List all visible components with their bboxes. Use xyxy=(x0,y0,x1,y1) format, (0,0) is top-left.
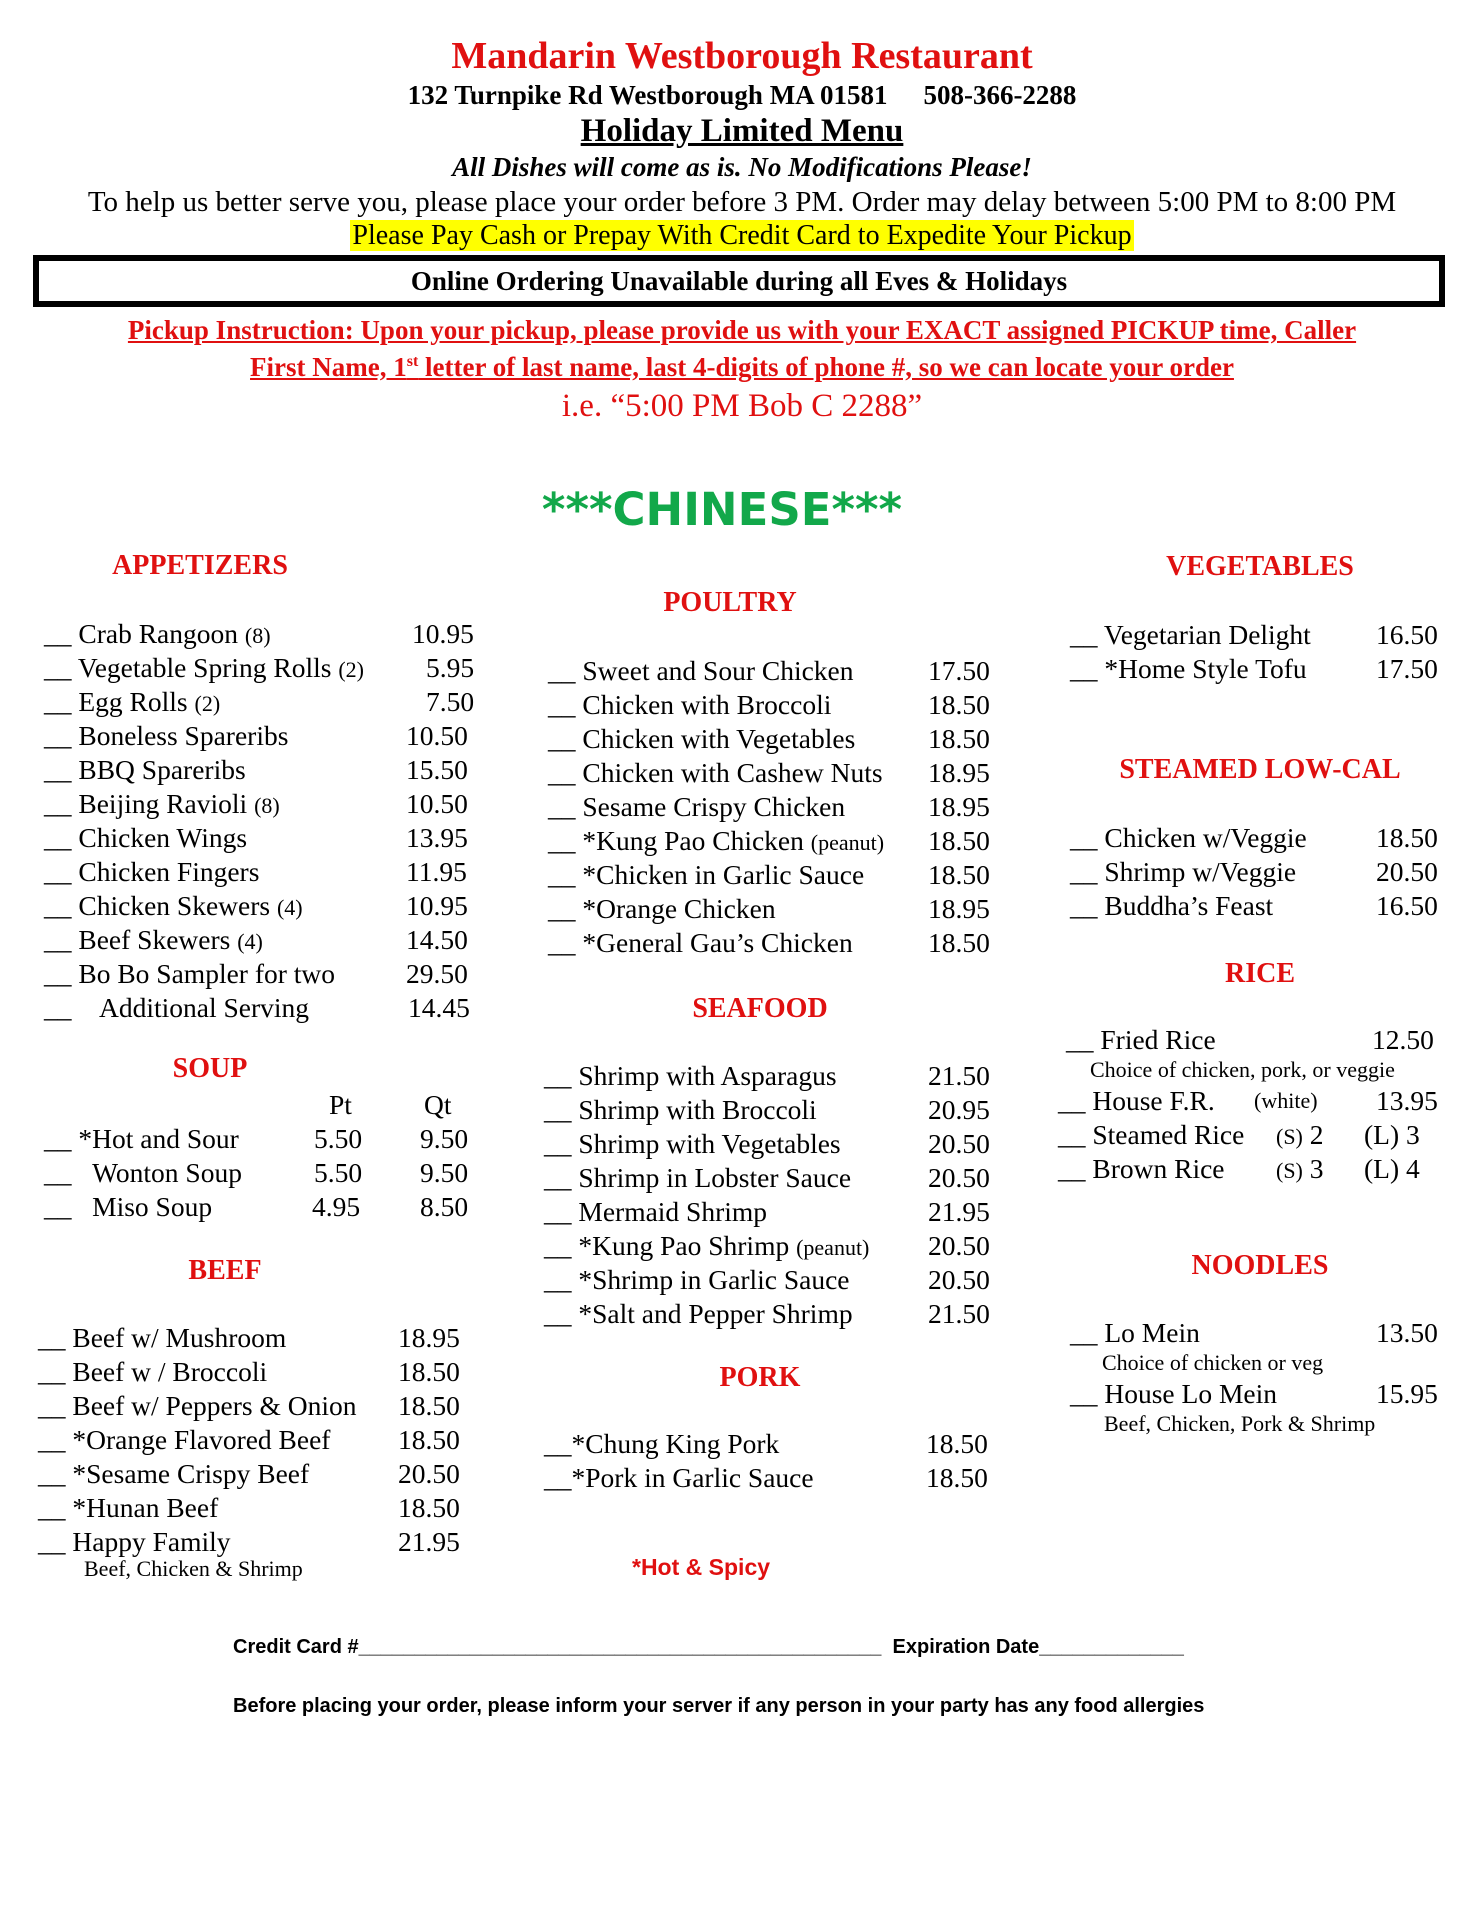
menu-item: __ Chicken with Broccoli 18.50 xyxy=(548,689,990,720)
happy-family-note: Beef, Chicken & Shrimp xyxy=(84,1556,303,1581)
menu-item: __ Shrimp with Vegetables 20.50 xyxy=(544,1128,990,1159)
soup-title: SOUP xyxy=(172,1053,248,1084)
vegetables-title: VEGETABLES xyxy=(1166,551,1354,582)
poultry-list xyxy=(548,655,1008,961)
pickup-example: i.e. “5:00 PM Bob C 2288” xyxy=(561,388,923,424)
house-lo-mein-note: Beef, Chicken, Pork & Shrimp xyxy=(1104,1411,1376,1436)
pickup-sup: st xyxy=(406,353,419,370)
pork-title: PORK xyxy=(719,1362,801,1393)
pickup-instruction-line2 xyxy=(0,352,1484,383)
poultry-title: POULTRY xyxy=(663,587,797,618)
menu-item: __ *Orange Chicken 18.95 xyxy=(548,893,990,924)
online-ordering-banner: Online Ordering Unavailable during all Eves & Holidays xyxy=(33,255,1445,307)
seafood-title: SEAFOOD xyxy=(692,993,828,1024)
menu-item: __ *Chicken in Garlic Sauce 18.50 xyxy=(548,859,990,890)
menu-item: __ Steamed Rice (S) 2 (L) 3 xyxy=(1058,1119,1420,1150)
menu-item: __ Buddha’s Feast 16.50 xyxy=(1070,890,1438,921)
menu-item: __ Crab Rangoon (8) 10.95 xyxy=(44,618,474,649)
menu-item: __*Chung King Pork 18.50 xyxy=(544,1428,988,1459)
soup-list xyxy=(44,1123,484,1225)
beef-list xyxy=(38,1322,478,1560)
soup-size-header xyxy=(44,1089,484,1123)
menu-item: __ *Shrimp in Garlic Sauce 20.50 xyxy=(544,1264,990,1295)
menu-item: __ Fried Rice 12.50 xyxy=(1066,1024,1434,1055)
fried-rice-note: Choice of chicken, pork, or veggie xyxy=(1090,1057,1395,1082)
menu-item: __ House F.R. (white) 13.95 xyxy=(1058,1085,1438,1116)
menu-item: __ Sweet and Sour Chicken 17.50 xyxy=(548,655,990,686)
beef-title: BEEF xyxy=(188,1255,262,1286)
menu-item: __ Chicken w/Veggie 18.50 xyxy=(1070,822,1438,853)
menu-item: __ Additional Serving 14.45 xyxy=(44,992,470,1023)
menu-item: __ Beef Skewers (4) 14.50 xyxy=(44,924,468,955)
steamed-title: STEAMED LOW-CAL xyxy=(1119,754,1401,785)
menu-item: __ Beef w / Broccoli 18.50 xyxy=(38,1356,460,1387)
rice-title: RICE xyxy=(1224,958,1295,989)
menu-item: __ Mermaid Shrimp 21.95 xyxy=(544,1196,990,1227)
menu-item: __ Shrimp w/Veggie 20.50 xyxy=(1070,856,1438,887)
menu-item: __ Brown Rice (S) 3 (L) 4 xyxy=(1058,1153,1420,1184)
menu-item: __ Beef w/ Peppers & Onion 18.50 xyxy=(38,1390,460,1421)
credit-card-line xyxy=(233,1636,1184,1659)
menu-item: __ *Sesame Crispy Beef 20.50 xyxy=(38,1458,460,1489)
pickup-instruction-line1: Pickup Instruction: Upon your pickup, please provide us with your EXACT assigned PICKUP time, Caller xyxy=(127,315,1357,345)
menu-item: __ Lo Mein 13.50 xyxy=(1070,1317,1438,1348)
pay-note-wrap xyxy=(0,220,1484,252)
seafood-list xyxy=(544,1060,1004,1332)
pay-note: Please Pay Cash or Prepay With Credit Card to Expedite Your Pickup xyxy=(352,220,1132,251)
allergy-note: Before placing your order, please inform your server if any person in your party has any food allergies xyxy=(233,1695,1205,1717)
menu-item: __ Shrimp in Lobster Sauce 20.50 xyxy=(544,1162,990,1193)
pickup-text-a: First Name, 1 xyxy=(250,352,407,382)
cuisine-title: ***CHINESE*** xyxy=(541,483,903,536)
lo-mein-note: Choice of chicken or veg xyxy=(1102,1350,1324,1375)
menu-item: __ Chicken with Vegetables 18.50 xyxy=(548,723,990,754)
menu-item: __ Beef w/ Mushroom 18.95 xyxy=(38,1322,460,1353)
menu-item: __ Happy Family 21.95 xyxy=(38,1526,460,1557)
vegetables-list xyxy=(1070,619,1470,687)
order-time-note: To help us better serve you, please place your order before 3 PM. Order may delay between 5:00 PM to 8:00 PM xyxy=(87,186,1397,218)
menu-item: __ *Kung Pao Shrimp (peanut) 20.50 xyxy=(544,1230,990,1261)
steamed-list xyxy=(1070,822,1470,924)
phone: 508-366-2288 xyxy=(923,80,1077,110)
menu-item: __ *Hunan Beef 18.50 xyxy=(38,1492,460,1523)
pork-list xyxy=(544,1428,1004,1496)
menu-item: __ Chicken Fingers 11.95 xyxy=(44,856,467,887)
menu-item: __ *Hot and Sour 5.50 9.50 xyxy=(44,1123,469,1154)
menu-item: __ Vegetable Spring Rolls (2) 5.95 xyxy=(44,652,475,683)
menu-item: __ Chicken Skewers (4) 10.95 xyxy=(44,890,468,921)
menu-item: __ *General Gau’s Chicken 18.50 xyxy=(548,927,990,958)
noodles-title: NOODLES xyxy=(1191,1250,1329,1281)
menu-item: __ *Kung Pao Chicken (peanut) 18.50 xyxy=(548,825,990,856)
menu-item: __ Shrimp with Asparagus 21.50 xyxy=(544,1060,990,1091)
menu-item: __ Egg Rolls (2) 7.50 xyxy=(44,686,475,717)
credit-card-field[interactable]: _______________________________________________ xyxy=(358,1636,882,1658)
menu-item: __*Pork in Garlic Sauce 18.50 xyxy=(544,1462,988,1493)
address-line xyxy=(0,80,1484,111)
no-modifications-note: All Dishes will come as is. No Modifications Please! xyxy=(452,152,1032,182)
address: 132 Turnpike Rd Westborough MA 01581 xyxy=(407,80,888,110)
restaurant-name: Mandarin Westborough Restaurant xyxy=(451,35,1033,77)
menu-item: __ Chicken with Cashew Nuts 18.95 xyxy=(548,757,990,788)
menu-title: Holiday Limited Menu xyxy=(580,113,904,149)
menu-item: __ Shrimp with Broccoli 20.95 xyxy=(544,1094,990,1125)
menu-item: __ Bo Bo Sampler for two 29.50 xyxy=(44,958,468,989)
menu-item: __ Beijing Ravioli (8) 10.50 xyxy=(44,788,468,819)
menu-item: __ *Home Style Tofu 17.50 xyxy=(1070,653,1438,684)
menu-item: __ *Orange Flavored Beef 18.50 xyxy=(38,1424,460,1455)
menu-item: __ *Salt and Pepper Shrimp 21.50 xyxy=(544,1298,990,1329)
hot-spicy-legend: *Hot & Spicy xyxy=(632,1554,771,1580)
pickup-text-b: letter of last name, last 4-digits of phone #, so we can locate your order xyxy=(418,352,1234,382)
quart-label: Qt xyxy=(424,1089,452,1120)
pint-label: Pt xyxy=(329,1089,352,1120)
menu-item: __ Boneless Spareribs 10.50 xyxy=(44,720,468,751)
menu-item: __ House Lo Mein 15.95 xyxy=(1070,1378,1438,1409)
menu-item: __ Chicken Wings 13.95 xyxy=(44,822,468,853)
menu-item: __ Sesame Crispy Chicken 18.95 xyxy=(548,791,990,822)
menu-item: __ BBQ Spareribs 15.50 xyxy=(44,754,468,785)
expiration-label: Expiration Date xyxy=(892,1636,1040,1658)
menu-item: __ Wonton Soup 5.50 9.50 xyxy=(44,1157,469,1188)
appetizers-title: APPETIZERS xyxy=(112,550,288,581)
menu-item: __ Vegetarian Delight 16.50 xyxy=(1070,619,1438,650)
appetizers-list xyxy=(44,618,484,1026)
expiration-field[interactable]: _____________ xyxy=(1039,1636,1184,1658)
menu-item: __ Miso Soup 4.95 8.50 xyxy=(44,1191,469,1222)
credit-card-label: Credit Card # xyxy=(233,1636,359,1658)
